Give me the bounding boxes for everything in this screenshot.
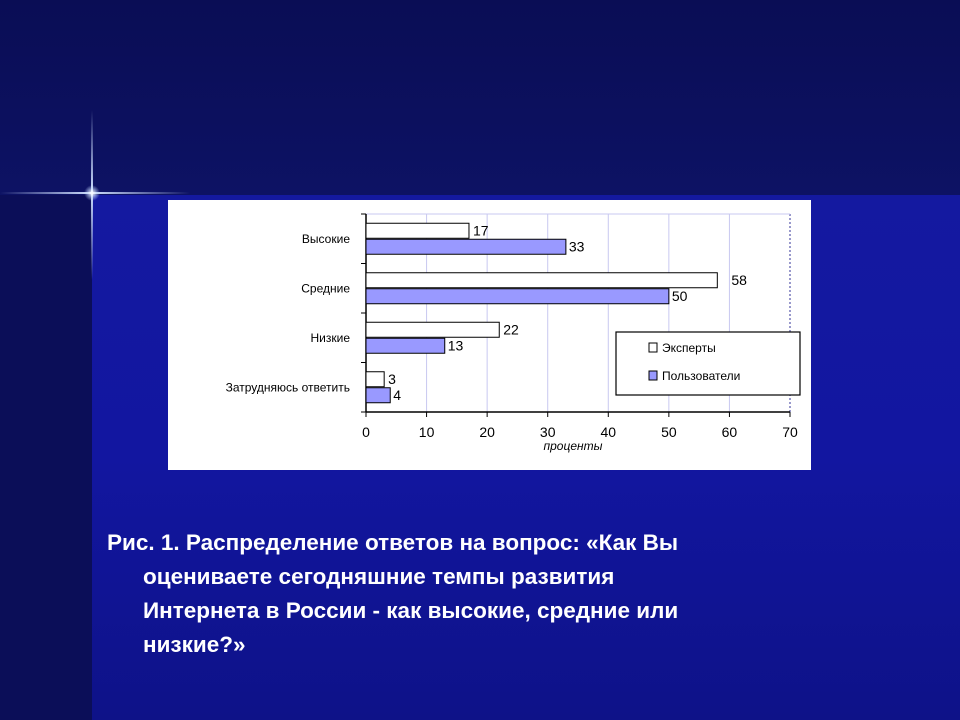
background-top [0,0,960,195]
chart-panel [168,200,811,470]
data-label: 17 [472,222,489,239]
x-tick-label: 0 [362,424,370,440]
caption-line: оцениваете сегодняшние темпы развития [143,564,615,589]
star-flare-icon [84,185,100,201]
x-tick-label: 10 [418,424,435,440]
bar-users [366,289,669,304]
bar-experts [366,322,499,337]
figure-caption [107,526,887,662]
category-label: Затрудняюсь ответить [225,380,350,395]
data-label: 13 [447,337,464,354]
category-label: Средние [301,281,350,296]
bar-experts [366,223,469,238]
legend-swatch [649,371,657,380]
data-label: 58 [731,271,747,288]
x-tick-label: 70 [782,424,798,440]
legend-swatch [649,343,657,352]
x-axis-label: проценты [543,439,603,453]
data-label: 22 [503,321,519,338]
x-tick-label: 60 [721,424,738,440]
bar-experts [366,372,384,387]
bar-users [366,239,566,254]
data-label: 50 [671,287,688,304]
bar-users [366,388,390,403]
legend-label: Эксперты [662,341,716,355]
x-tick-label: 40 [600,424,617,440]
bar-chart [168,200,811,470]
bar-users [366,338,445,353]
caption-line: Интернета в России - как высокие, средние или [143,598,679,623]
data-label: 33 [568,238,585,255]
category-label: Низкие [310,330,350,345]
x-tick-label: 20 [479,424,495,440]
legend-label: Пользователи [662,369,741,383]
x-tick-label: 30 [539,424,556,440]
caption-line: Рис. 1. Распределение ответов на вопрос: «Как Вы [107,530,679,555]
background-left-strip [0,195,92,720]
data-label: 3 [388,370,396,387]
caption-line: низкие?» [143,632,246,657]
x-tick-label: 50 [661,424,677,440]
bar-experts [366,273,717,288]
category-label: Высокие [301,231,350,246]
data-label: 4 [393,386,402,403]
